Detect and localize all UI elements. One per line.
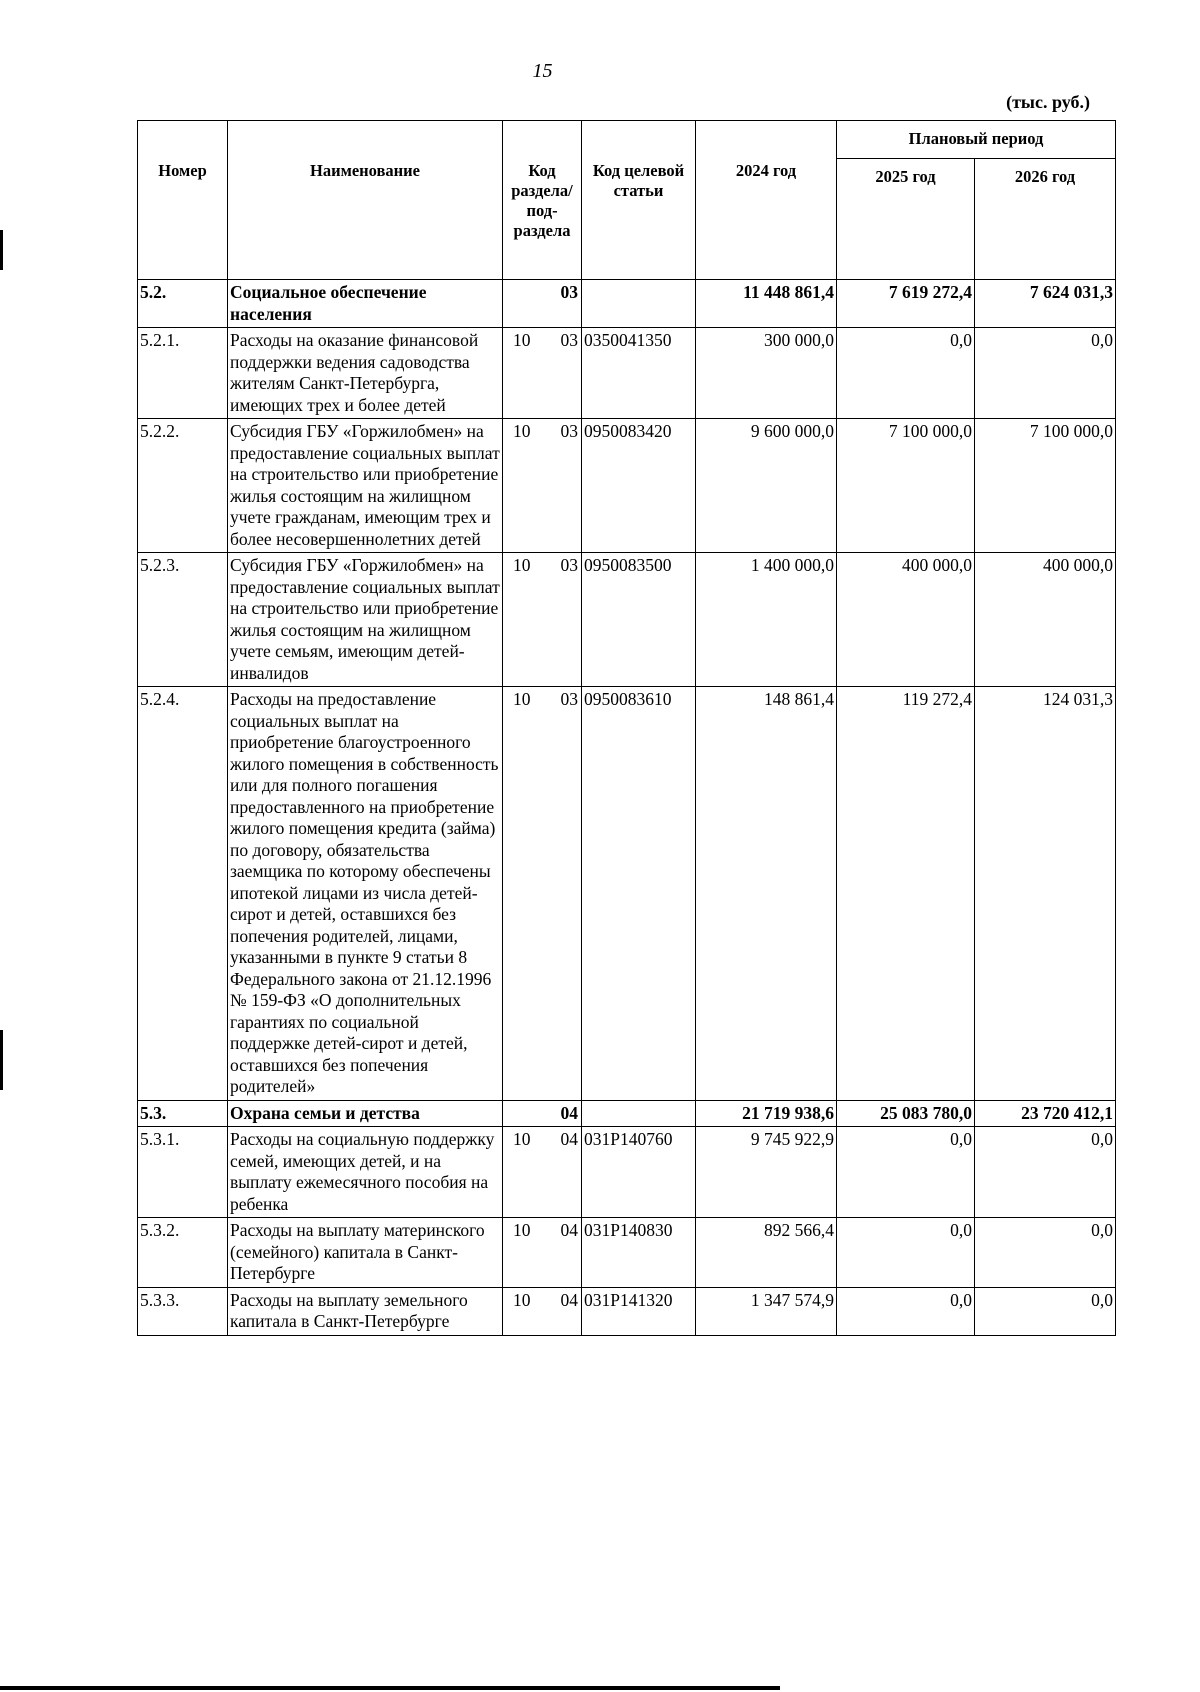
- amount-2026: 0,0: [975, 1218, 1116, 1288]
- header-planned-period: Плановый период: [837, 121, 1116, 159]
- amount-2026: 0,0: [975, 1127, 1116, 1218]
- subsection-code-value: 04: [560, 1129, 578, 1149]
- header-number: Номер: [138, 121, 228, 280]
- amount-2026: 124 031,3: [975, 687, 1116, 1101]
- target-code: [582, 280, 696, 328]
- row-name: Субсидия ГБУ «Горжилобмен» на предоставление социальных выплат на строительство или приобретение жилья состоящим на жилищном учете семьям, имеющим детей-инвалидов: [228, 553, 503, 687]
- header-section-code: Код раздела/ под- раздела: [503, 121, 582, 280]
- row-name: Расходы на выплату материнского (семейного) капитала в Санкт-Петербурге: [228, 1218, 503, 1288]
- section-row: [138, 1100, 1116, 1127]
- target-code: 0950083420: [582, 419, 696, 553]
- target-code: 031P141320: [582, 1287, 696, 1335]
- amount-2026: 7 100 000,0: [975, 419, 1116, 553]
- section-code: [505, 1220, 579, 1242]
- target-code: 031P140830: [582, 1218, 696, 1288]
- section-row: [138, 280, 1116, 328]
- target-code: 0950083610: [582, 687, 696, 1101]
- amount-2024: 9 600 000,0: [696, 419, 837, 553]
- table-row: [138, 687, 1116, 1101]
- table-row: [138, 1127, 1116, 1218]
- section-code-value: 10: [513, 689, 531, 709]
- section-code-cell: [503, 328, 582, 419]
- section-code-value: 10: [513, 1220, 531, 1240]
- amount-2026: 7 624 031,3: [975, 280, 1116, 328]
- subsection-code-value: 04: [560, 1220, 578, 1240]
- target-code: 0350041350: [582, 328, 696, 419]
- amount-2025: 400 000,0: [837, 553, 975, 687]
- section-code-value: 10: [513, 421, 531, 441]
- amount-2026: 0,0: [975, 1287, 1116, 1335]
- subsection-code-value: 03: [560, 555, 578, 575]
- amount-2025: 0,0: [837, 1127, 975, 1218]
- amount-2024: 11 448 861,4: [696, 280, 837, 328]
- row-number: 5.2.1.: [138, 328, 228, 419]
- scan-edge-mark: [0, 1030, 3, 1090]
- amount-2026: 400 000,0: [975, 553, 1116, 687]
- subsection-code-value: 04: [560, 1102, 578, 1123]
- amount-2025: 25 083 780,0: [837, 1100, 975, 1127]
- header-target-code: Код целевой статьи: [582, 121, 696, 280]
- header-name: Наименование: [228, 121, 503, 280]
- row-number: 5.2.4.: [138, 687, 228, 1101]
- table-row: [138, 328, 1116, 419]
- amount-2024: 21 719 938,6: [696, 1100, 837, 1127]
- section-code-cell: [503, 280, 582, 328]
- row-name: Социальное обеспечение населения: [228, 280, 503, 328]
- amount-2025: 7 619 272,4: [837, 280, 975, 328]
- header-year-2026: 2026 год: [975, 159, 1116, 280]
- row-number: 5.2.3.: [138, 553, 228, 687]
- row-name: Субсидия ГБУ «Горжилобмен» на предоставление социальных выплат на строительство или приобретение жилья состоящим на жилищном учете гражданам, имеющим трех и более несовершеннолетних детей: [228, 419, 503, 553]
- row-number: 5.3.1.: [138, 1127, 228, 1218]
- section-code-value: 10: [513, 555, 531, 575]
- section-code: [505, 555, 579, 577]
- section-code-cell: [503, 1100, 582, 1127]
- table-row: [138, 553, 1116, 687]
- section-code-cell: [503, 1127, 582, 1218]
- amount-2025: 119 272,4: [837, 687, 975, 1101]
- amount-2024: 9 745 922,9: [696, 1127, 837, 1218]
- amount-2024: 1 347 574,9: [696, 1287, 837, 1335]
- amount-2025: 7 100 000,0: [837, 419, 975, 553]
- amount-2024: 300 000,0: [696, 328, 837, 419]
- section-code: [505, 1103, 579, 1125]
- target-code: 0950083500: [582, 553, 696, 687]
- section-code-value: 10: [513, 330, 531, 350]
- section-code-value: 10: [513, 1129, 531, 1149]
- section-code: [505, 1290, 579, 1312]
- section-code: [505, 421, 579, 443]
- budget-table: [137, 120, 1116, 1336]
- subsection-code-value: 03: [560, 421, 578, 441]
- row-name: Расходы на предоставление социальных выплат на приобретение благоустроенного жилого помещения в собственность или для полного погашения предоставленного на приобретение жилого помещения кредита (займа) по договору, обязательства заемщика по которому обеспечены ипотекой лицами из числа детей-сирот и детей, оставшихся без попечения родителей, лицами, указанными в пункте 9 статьи 8 Федерального закона от 21.12.1996 № 159-ФЗ «О дополнительных гарантиях по социальной поддержке детей-сирот и детей, оставшихся без попечения родителей»: [228, 687, 503, 1101]
- section-code-cell: [503, 1218, 582, 1288]
- scan-bottom-rule: [0, 1686, 780, 1690]
- amount-2024: 1 400 000,0: [696, 553, 837, 687]
- target-code: [582, 1100, 696, 1127]
- table-row: [138, 1287, 1116, 1335]
- table-row: [138, 1218, 1116, 1288]
- row-number: 5.3.3.: [138, 1287, 228, 1335]
- subsection-code-value: 03: [560, 282, 578, 302]
- scan-edge-mark: [0, 230, 3, 270]
- row-number: 5.2.2.: [138, 419, 228, 553]
- amount-2025: 0,0: [837, 1218, 975, 1288]
- section-code: [505, 282, 579, 304]
- section-code-cell: [503, 1287, 582, 1335]
- section-code-cell: [503, 553, 582, 687]
- units-label: (тыс. руб.): [1006, 92, 1090, 112]
- target-code: 031P140760: [582, 1127, 696, 1218]
- subsection-code-value: 03: [560, 689, 578, 709]
- row-number: 5.3.: [138, 1100, 228, 1127]
- page-number: 15: [532, 60, 553, 82]
- section-code-cell: [503, 419, 582, 553]
- amount-2025: 0,0: [837, 328, 975, 419]
- row-name: Расходы на оказание финансовой поддержки ведения садоводства жителям Санкт-Петербурга, имеющих трех и более детей: [228, 328, 503, 419]
- table-row: [138, 419, 1116, 553]
- amount-2026: 0,0: [975, 328, 1116, 419]
- section-code-cell: [503, 687, 582, 1101]
- subsection-code-value: 03: [560, 330, 578, 350]
- section-code: [505, 1129, 579, 1151]
- header-year-2025: 2025 год: [837, 159, 975, 280]
- subsection-code-value: 04: [560, 1289, 578, 1310]
- row-number: 5.3.2.: [138, 1218, 228, 1288]
- section-code: [505, 330, 579, 352]
- amount-2024: 148 861,4: [696, 687, 837, 1101]
- amount-2026: 23 720 412,1: [975, 1100, 1116, 1127]
- section-code-value: 10: [513, 1289, 531, 1310]
- amount-2025: 0,0: [837, 1287, 975, 1335]
- row-name: Расходы на выплату земельного капитала в Санкт-Петербурге: [228, 1287, 503, 1335]
- row-name: Расходы на социальную поддержку семей, имеющих детей, и на выплату ежемесячного пособия на ребенка: [228, 1127, 503, 1218]
- row-name: Охрана семьи и детства: [228, 1100, 503, 1127]
- section-code: [505, 689, 579, 711]
- amount-2024: 892 566,4: [696, 1218, 837, 1288]
- row-number: 5.2.: [138, 280, 228, 328]
- header-year-2024: 2024 год: [696, 121, 837, 280]
